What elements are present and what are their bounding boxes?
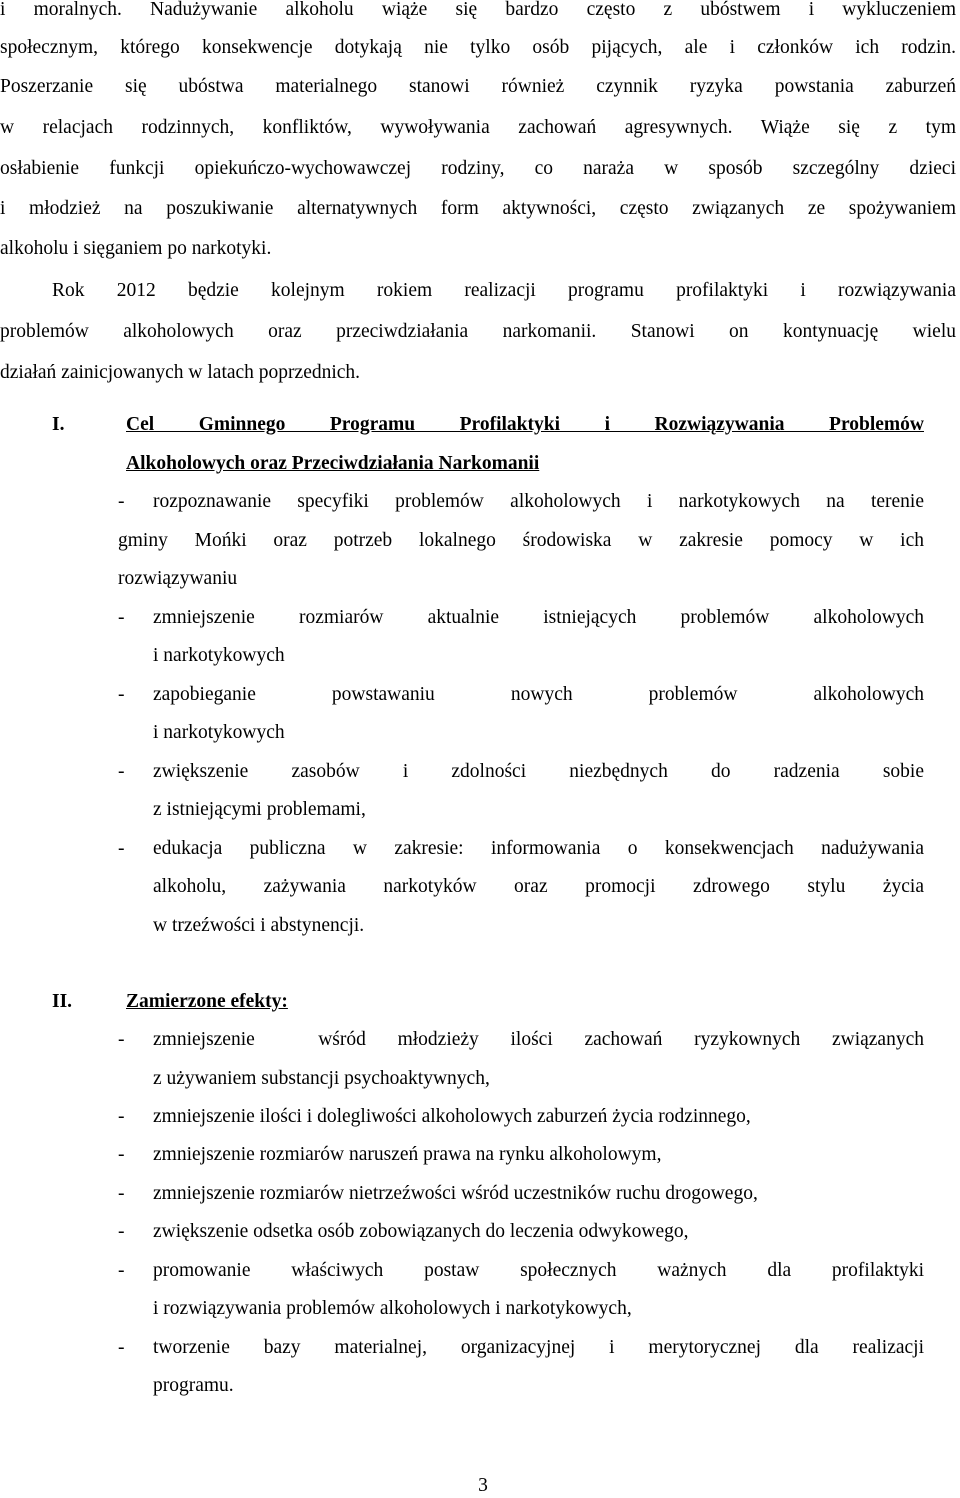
page-number: 3 [478,1475,488,1496]
list-item-continuation: i narkotykowych [153,645,285,666]
intro-line: w relacjach rodzinnych, konfliktów, wywoływania zachowań agresywnych. Wiąże się z tym [0,117,956,138]
section-number: II. [52,991,73,1012]
paragraph-line: Rok 2012 będzie kolejnym rokiem realizacji programu profilaktyki i rozwiązywania [52,280,956,301]
list-item: zmniejszenie ilości i dolegliwości alkoholowych zaburzeń życia rodzinnego, [153,1106,751,1127]
list-item-continuation: z używaniem substancji psychoaktywnych, [153,1068,490,1089]
list-item: zwiększenie zasobów i zdolności niezbędnych do radzenia sobie [153,761,924,782]
bullet-dash: - [118,1337,125,1358]
intro-line: społecznym, którego konsekwencje dotykają nie tylko osób pijących, ale i członków ich rodzin. [0,37,956,58]
list-item: zwiększenie odsetka osób zobowiązanych do leczenia odwykowego, [153,1221,689,1242]
bullet-dash: - [118,761,125,782]
section-title: Alkoholowych oraz Przeciwdziałania Narkomanii [126,453,540,474]
bullet-dash: - [118,838,125,859]
section-title: Zamierzone efekty: [126,991,288,1012]
list-item: zmniejszenie rozmiarów aktualnie istniejących problemów alkoholowych [153,607,924,628]
intro-line: alkoholu i sięganiem po narkotyki. [0,238,272,259]
list-item: zmniejszenie rozmiarów naruszeń prawa na rynku alkoholowym, [153,1144,662,1165]
list-item-continuation: gminy Mońki oraz potrzeb lokalnego środowiska w zakresie pomocy w ich [118,530,924,551]
bullet-dash: - [118,1260,125,1281]
intro-line: Poszerzanie się ubóstwa materialnego stanowi również czynnik ryzyka powstania zaburzeń [0,76,956,97]
list-item: tworzenie bazy materialnej, organizacyjnej i merytorycznej dla realizacji [153,1337,924,1358]
list-item-continuation: w trzeźwości i abstynencji. [153,915,365,936]
section-title: Cel Gminnego Programu Profilaktyki i Rozwiązywania Problemów [126,414,924,435]
bullet-dash: - [118,1106,125,1127]
paragraph-line: działań zainicjowanych w latach poprzednich. [0,362,361,383]
section-number: I. [52,414,65,435]
intro-line: i młodzież na poszukiwanie alternatywnych form aktywności, często związanych ze spożywaniem [0,198,956,219]
intro-line: osłabienie funkcji opiekuńczo-wychowawczej rodziny, co naraża w sposób szczególny dzieci [0,158,956,179]
list-item-continuation: i rozwiązywania problemów alkoholowych i narkotykowych, [153,1298,632,1319]
bullet-dash: - [118,1029,125,1050]
intro-line: i moralnych. Nadużywanie alkoholu wiąże się bardzo często z ubóstwem i wykluczeniem [0,0,956,20]
bullet-dash: - [118,607,125,628]
bullet-dash: - [118,491,125,512]
list-item: zapobieganie powstawaniu nowych problemów alkoholowych [153,684,924,705]
list-item-continuation: alkoholu, zażywania narkotyków oraz promocji zdrowego stylu życia [153,876,924,897]
bullet-dash: - [118,684,125,705]
list-item: zmniejszenie rozmiarów nietrzeźwości wśród uczestników ruchu drogowego, [153,1183,758,1204]
bullet-dash: - [118,1221,125,1242]
list-item-continuation: rozwiązywaniu [118,568,238,589]
list-item-continuation: i narkotykowych [153,722,285,743]
bullet-dash: - [118,1183,125,1204]
list-item: rozpoznawanie specyfiki problemów alkoholowych i narkotykowych na terenie [153,491,924,512]
list-item-continuation: programu. [153,1375,234,1396]
list-item: zmniejszenie wśród młodzieży ilości zachowań ryzykownych związanych [153,1029,924,1050]
list-item: promowanie właściwych postaw społecznych ważnych dla profilaktyki [153,1260,924,1281]
bullet-dash: - [118,1144,125,1165]
list-item-continuation: z istniejącymi problemami, [153,799,366,820]
list-item: edukacja publiczna w zakresie: informowania o konsekwencjach nadużywania [153,838,924,859]
paragraph-line: problemów alkoholowych oraz przeciwdziałania narkomanii. Stanowi on kontynuację wielu [0,321,956,342]
